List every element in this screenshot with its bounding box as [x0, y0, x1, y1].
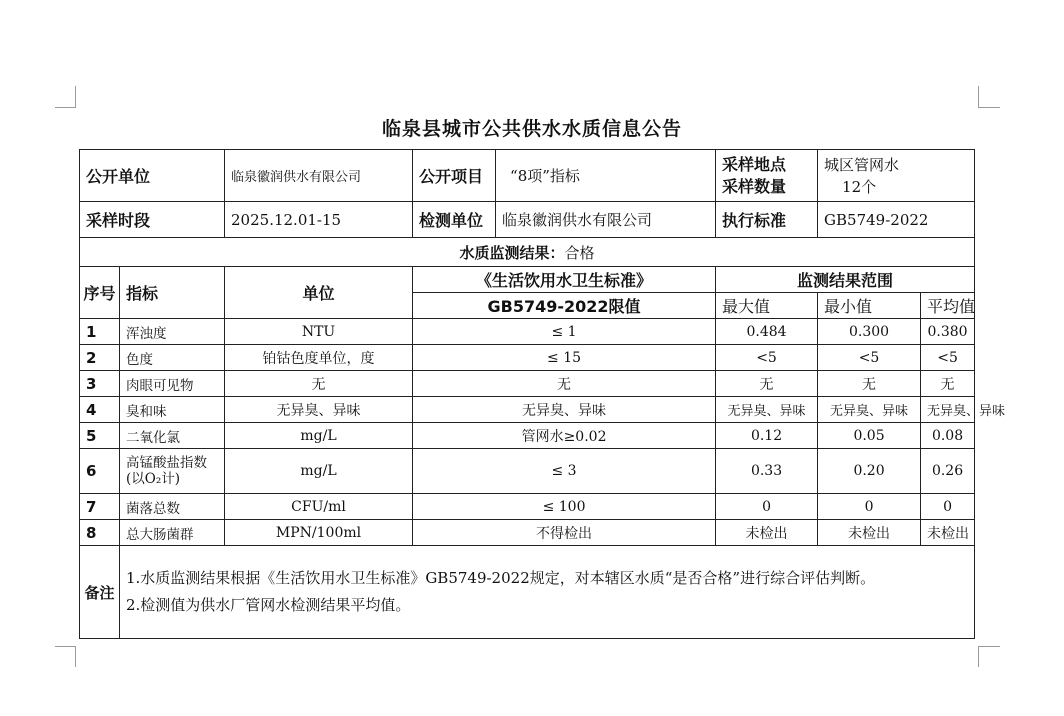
row-item: 臭和味	[120, 397, 225, 423]
row-avg: 0.08	[921, 423, 975, 449]
row-item: 色度	[120, 345, 225, 371]
row-max: 无	[716, 371, 818, 397]
info-row-1	[80, 150, 975, 202]
table-row	[80, 319, 975, 345]
site-count-values	[818, 150, 975, 202]
header-range: 监测结果范围	[716, 267, 975, 293]
row-max: 0.484	[716, 319, 818, 345]
table-row	[80, 345, 975, 371]
header-no: 序号	[80, 267, 120, 319]
row-item: 总大肠菌群	[120, 520, 225, 546]
remarks-label: 备注	[80, 546, 120, 639]
row-avg: 无异臭、异味	[921, 397, 975, 423]
row-avg: 未检出	[921, 520, 975, 546]
row-limit: 无异臭、异味	[413, 397, 716, 423]
table-row	[80, 371, 975, 397]
header-max: 最大值	[716, 293, 818, 319]
table-row	[80, 494, 975, 520]
site-count-labels	[716, 150, 818, 202]
site-label: 采样地点	[722, 154, 787, 174]
row-item: 菌落总数	[120, 494, 225, 520]
header-item: 指标	[120, 267, 225, 319]
result-label: 水质监测结果：	[459, 243, 565, 262]
row-no: 1	[80, 319, 120, 345]
row-min: 无异臭、异味	[818, 397, 921, 423]
lab-value: 临泉徽润供水有限公司	[496, 202, 716, 238]
table-row	[80, 423, 975, 449]
row-max: 0.33	[716, 449, 818, 494]
crop-mark	[978, 107, 1000, 108]
row-max: <5	[716, 345, 818, 371]
row-limit: ≤ 1	[413, 319, 716, 345]
row-unit: CFU/ml	[225, 494, 413, 520]
monitoring-result	[80, 238, 975, 267]
count-label: 采样数量	[722, 176, 787, 196]
header-unit: 单位	[225, 267, 413, 319]
row-unit: mg/L	[225, 449, 413, 494]
crop-mark	[75, 86, 76, 107]
header-min: 最小值	[818, 293, 921, 319]
row-max: 未检出	[716, 520, 818, 546]
crop-mark	[978, 86, 979, 107]
row-max: 无异臭、异味	[716, 397, 818, 423]
crop-mark	[75, 646, 76, 667]
row-no: 7	[80, 494, 120, 520]
row-min: 0.05	[818, 423, 921, 449]
row-no: 4	[80, 397, 120, 423]
row-item: 肉眼可见物	[120, 371, 225, 397]
crop-mark	[978, 646, 979, 667]
table-row	[80, 449, 975, 494]
row-limit: ≤ 15	[413, 345, 716, 371]
table-row	[80, 397, 975, 423]
table-row	[80, 520, 975, 546]
site-value: 城区管网水	[824, 155, 900, 174]
row-no: 6	[80, 449, 120, 494]
row-unit: MPN/100ml	[225, 520, 413, 546]
row-no: 8	[80, 520, 120, 546]
row-limit: ≤ 100	[413, 494, 716, 520]
row-max: 0.12	[716, 423, 818, 449]
page-title: 临泉县城市公共供水水质信息公告	[381, 118, 682, 140]
row-limit: 不得检出	[413, 520, 716, 546]
row-limit: ≤ 3	[413, 449, 716, 494]
row-min: 无	[818, 371, 921, 397]
period-label: 采样时段	[80, 202, 225, 238]
standard-label: 执行标准	[716, 202, 818, 238]
row-avg: 无	[921, 371, 975, 397]
row-item-line2: (以O₂计)	[126, 471, 181, 487]
lab-label: 检测单位	[413, 202, 496, 238]
row-item: 二氧化氯	[120, 423, 225, 449]
result-row	[80, 238, 975, 267]
row-min: 未检出	[818, 520, 921, 546]
water-quality-table	[79, 149, 1006, 639]
count-value: 12个	[842, 177, 877, 196]
row-avg: 0.380	[921, 319, 975, 345]
row-limit: 管网水≥0.02	[413, 423, 716, 449]
project-value: “8项”指标	[496, 150, 716, 202]
row-item-line1: 高锰酸盐指数	[126, 455, 207, 471]
remark-note-2: 2.检测值为供水厂管网水检测结果平均值。	[126, 596, 411, 614]
row-avg: 0.26	[921, 449, 975, 494]
row-unit: 无	[225, 371, 413, 397]
crop-mark	[55, 107, 76, 108]
publisher-label: 公开单位	[80, 150, 225, 202]
project-label: 公开项目	[413, 150, 496, 202]
row-no: 3	[80, 371, 120, 397]
row-unit: NTU	[225, 319, 413, 345]
row-min: <5	[818, 345, 921, 371]
row-unit: 无异臭、异味	[225, 397, 413, 423]
row-no: 5	[80, 423, 120, 449]
row-avg: <5	[921, 345, 975, 371]
row-no: 2	[80, 345, 120, 371]
row-min: 0.20	[818, 449, 921, 494]
row-item	[120, 449, 225, 494]
period-value: 2025.12.01-15	[225, 202, 413, 238]
remarks-text	[120, 546, 975, 639]
publisher-value: 临泉徽润供水有限公司	[225, 150, 413, 202]
row-avg: 0	[921, 494, 975, 520]
crop-mark	[55, 646, 76, 647]
row-item: 浑浊度	[120, 319, 225, 345]
header-avg: 平均值	[921, 293, 975, 319]
row-min: 0.300	[818, 319, 921, 345]
result-value: 合格	[564, 243, 595, 262]
header-limit-2: GB5749-2022限值	[413, 293, 716, 319]
remarks-row	[80, 546, 975, 639]
row-limit: 无	[413, 371, 716, 397]
standard-value: GB5749-2022	[818, 202, 975, 238]
row-min: 0	[818, 494, 921, 520]
remark-note-1: 1.水质监测结果根据《生活饮用水卫生标准》GB5749-2022规定，对本辖区水质“是否合格”进行综合评估判断。	[126, 569, 876, 587]
row-max: 0	[716, 494, 818, 520]
row-unit: mg/L	[225, 423, 413, 449]
header-limit-1: 《生活饮用水卫生标准》	[413, 267, 716, 293]
header-row-1	[80, 267, 975, 293]
row-unit: 铂钴色度单位，度	[225, 345, 413, 371]
info-row-2	[80, 202, 975, 238]
crop-mark	[978, 646, 1000, 647]
